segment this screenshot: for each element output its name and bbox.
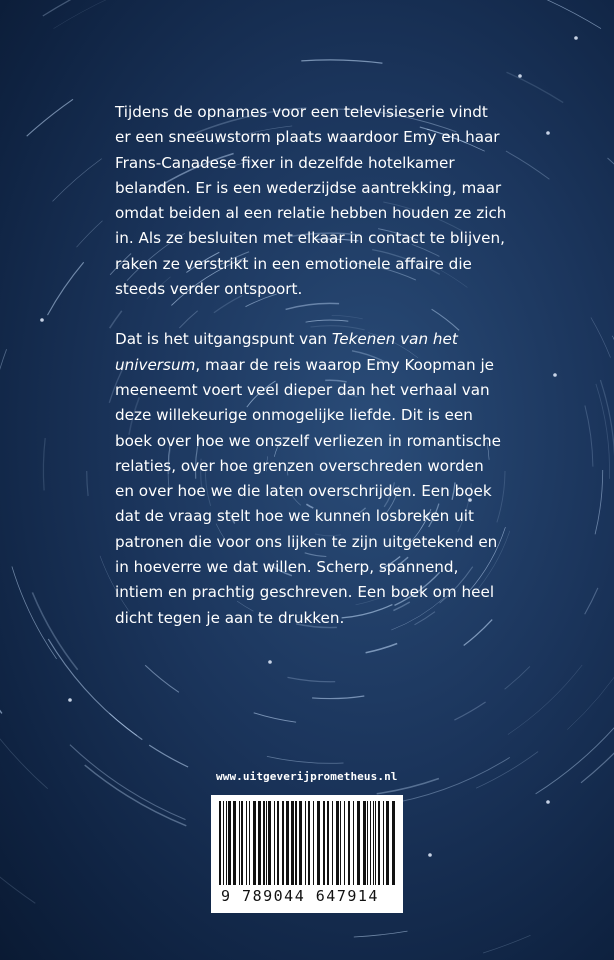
barcode-bar — [249, 801, 250, 885]
star-trail — [43, 0, 99, 16]
star-trail — [476, 752, 538, 789]
star-trail — [77, 221, 103, 248]
barcode-bar — [263, 801, 265, 885]
star-trail — [0, 0, 69, 35]
barcode-bar — [308, 801, 310, 885]
barcode-bar — [291, 801, 294, 885]
barcode-bar — [219, 801, 221, 885]
blurb-text — [115, 100, 507, 656]
blurb-paragraph-1: Tijdens de opnames voor een televisieserie vindt er een sneeuwstorm plaats waardoor Emy en haar Frans-Canadese fixer in dezelfde hotelkamer belanden. Er is een wederzijdse aantrekking, maar omdat beiden al een relatie hebben houden ze zich in. Als ze besluiten met elkaar in contact te blijven, raken ze verstrikt in een emotionele affaire die steeds verder ontspoort. — [115, 103, 507, 299]
barcode-bar — [383, 801, 384, 885]
star-dot — [553, 373, 557, 377]
star-trail — [54, 0, 173, 29]
barcode-bar — [233, 801, 236, 885]
barcode-bar — [299, 801, 302, 885]
star-dot — [574, 36, 578, 40]
star-trail — [0, 797, 35, 904]
star-trail — [591, 318, 611, 358]
star-trail — [596, 384, 610, 479]
barcode-bar — [375, 801, 376, 885]
barcode-bar — [295, 801, 297, 885]
star-dot — [546, 131, 550, 135]
star-trail — [0, 349, 7, 407]
star-dot — [68, 698, 72, 702]
barcode-bar — [392, 801, 395, 885]
barcode-bar — [246, 801, 247, 885]
star-trail — [608, 158, 614, 193]
star-trail — [483, 935, 530, 953]
barcode-bar — [274, 801, 275, 885]
barcode-bar — [327, 801, 329, 885]
star-trail — [567, 659, 614, 729]
barcode-bar — [239, 801, 240, 885]
book-title: Tekenen van het universum — [115, 330, 458, 374]
star-dot — [40, 318, 44, 322]
star-trail — [581, 653, 614, 783]
star-trail — [600, 380, 614, 461]
star-trail — [53, 159, 102, 202]
barcode-bar — [305, 801, 306, 885]
barcode-bar — [277, 801, 279, 885]
barcode-bar — [370, 801, 371, 885]
star-trail — [585, 588, 598, 614]
barcode-icon — [211, 795, 403, 887]
barcode-bar — [258, 801, 261, 885]
star-dot — [428, 853, 432, 857]
star-trail — [454, 702, 485, 720]
star-trail — [85, 765, 187, 826]
barcode-bar — [228, 801, 231, 885]
star-trail — [145, 665, 179, 692]
isbn-number: 9 789044 647914 — [221, 887, 379, 905]
blurb-paragraph-2-end: , maar de reis waarop Emy Koopman je meeneemt voert veel dieper dan het verhaal van deze willekeurige onmogelijke liefde. Dit is een boek over hoe we onszelf verliezen in romantische relaties, over hoe grenzen overschreden worden en over hoe we die laten overschrijden. Een boek dat de vraag stelt hoe we kunnen losbreken uit patronen die voor ons lijken te zijn uitgetekend en in hoeverre we dat willen. Scherp, spannend, intiem en prachtig geschreven. Een boek om heel dicht tegen je aan te drukken. — [115, 355, 501, 627]
barcode-bar — [266, 801, 267, 885]
barcode-bar — [348, 801, 350, 885]
barcode-bar — [373, 801, 374, 885]
star-trail — [267, 756, 344, 763]
barcode-bar — [378, 801, 380, 885]
star-trail — [48, 262, 84, 315]
barcode-bar — [253, 801, 256, 885]
barcode-bar — [286, 801, 289, 885]
barcode-bar — [336, 801, 339, 885]
barcode-bar — [241, 801, 243, 885]
star-trail — [27, 99, 73, 136]
barcode-bar — [223, 801, 224, 885]
star-trail — [312, 696, 364, 699]
star-trail — [0, 717, 48, 788]
barcode-bar — [323, 801, 325, 885]
star-trail — [398, 0, 601, 29]
star-trail — [43, 438, 45, 490]
barcode-bar — [367, 801, 368, 885]
star-trail — [0, 580, 2, 714]
star-trail — [254, 713, 296, 722]
barcode-panel — [211, 795, 403, 913]
star-trail — [505, 666, 530, 689]
star-trail — [595, 470, 603, 534]
star-trail — [301, 60, 382, 63]
barcode-bar — [226, 801, 227, 885]
barcode-bar — [386, 801, 389, 885]
barcode-bar — [340, 801, 341, 885]
star-dot — [518, 74, 522, 78]
star-trail — [536, 724, 614, 794]
barcode-bar — [353, 801, 354, 885]
star-trail — [506, 151, 550, 179]
star-trail — [149, 745, 188, 767]
star-trail — [507, 72, 564, 102]
star-dot — [546, 800, 550, 804]
blurb-paragraph-2-start: Dat is het uitgangspunt van — [115, 330, 332, 349]
publisher-website: www.uitgeverijprometheus.nl — [216, 770, 398, 783]
star-trail — [70, 745, 186, 820]
star-trail — [508, 665, 582, 735]
star-dot — [268, 660, 272, 664]
star-trail — [354, 931, 408, 937]
blurb-paragraph-2 — [115, 327, 507, 631]
star-trail — [288, 677, 336, 681]
barcode-bar — [363, 801, 366, 885]
barcode-bar — [344, 801, 345, 885]
star-trail — [87, 471, 88, 496]
barcode-bar — [313, 801, 314, 885]
barcode-bar — [357, 801, 360, 885]
barcode-bar — [282, 801, 284, 885]
star-trail — [12, 567, 57, 659]
barcode-bar — [332, 801, 333, 885]
star-trail — [585, 406, 593, 467]
barcode-bar — [317, 801, 320, 885]
barcode-bar — [268, 801, 271, 885]
star-trail — [594, 839, 614, 960]
